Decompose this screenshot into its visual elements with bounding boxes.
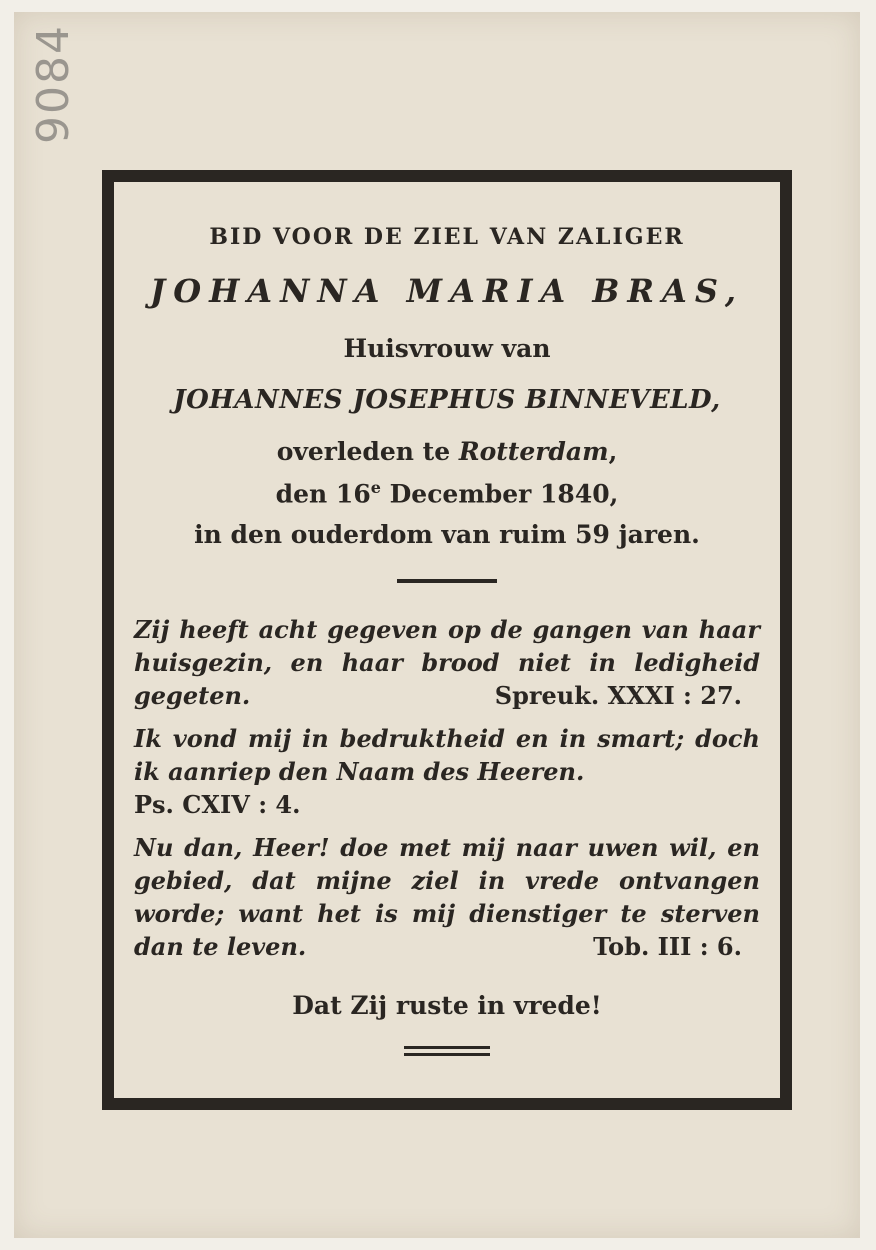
death-place: Rotterdam [458, 437, 609, 466]
death-place-line [130, 437, 764, 466]
verse-proverbs-ref: Spreuk. XXXI : 27. [494, 681, 742, 711]
verse-psalm [134, 722, 760, 821]
relation-line: Huisvrouw van [343, 334, 551, 363]
husband-name: JOHANNES JOSEPHUS BINNEVELD, [173, 385, 721, 415]
verse-tobit [134, 831, 760, 963]
verse-psalm-ref: Ps. CXIV : 4. [134, 790, 301, 820]
closing-prayer: Dat Zij ruste in vrede! [292, 991, 602, 1021]
divider-rule [397, 579, 497, 583]
death-date-prefix: den 16 [275, 479, 371, 509]
memorial-card [14, 12, 860, 1238]
double-rule [404, 1046, 490, 1056]
death-date-sup: e [370, 478, 381, 497]
deceased-name: JOHANNA MARIA BRAS, [150, 272, 744, 310]
verse-proverbs-text: Zij heeft acht gegeven op de gangen van haar huisgezin, en haar brood niet in ledigheid gegeten. [134, 615, 760, 711]
verse-tobit-ref: Tob. III : 6. [593, 932, 742, 962]
death-place-prefix: overleden te [276, 437, 459, 466]
death-date-line [130, 478, 764, 508]
death-date-suffix: December 1840, [380, 479, 619, 509]
death-place-suffix: , [608, 437, 618, 466]
card-text [130, 220, 764, 1098]
verse-psalm-text: Ik vond mij in bedruktheid en in smart; doch ik aanriep den Naam des Heeren. [134, 724, 760, 787]
pencil-inventory-number: 9084 [28, 24, 79, 144]
age-line: in den ouderdom van ruim 59 jaren. [194, 520, 700, 550]
verse-proverbs [134, 613, 760, 712]
black-border-frame [102, 170, 792, 1110]
prayer-heading: BID VOOR DE ZIEL VAN ZALIGER [209, 224, 685, 250]
verse-tobit-text: Nu dan, Heer! doe met mij naar uwen wil, en gebied, dat mijne ziel in vrede ontvangen worde; want het is mij dienstiger te sterven dan te leven. [134, 833, 760, 962]
